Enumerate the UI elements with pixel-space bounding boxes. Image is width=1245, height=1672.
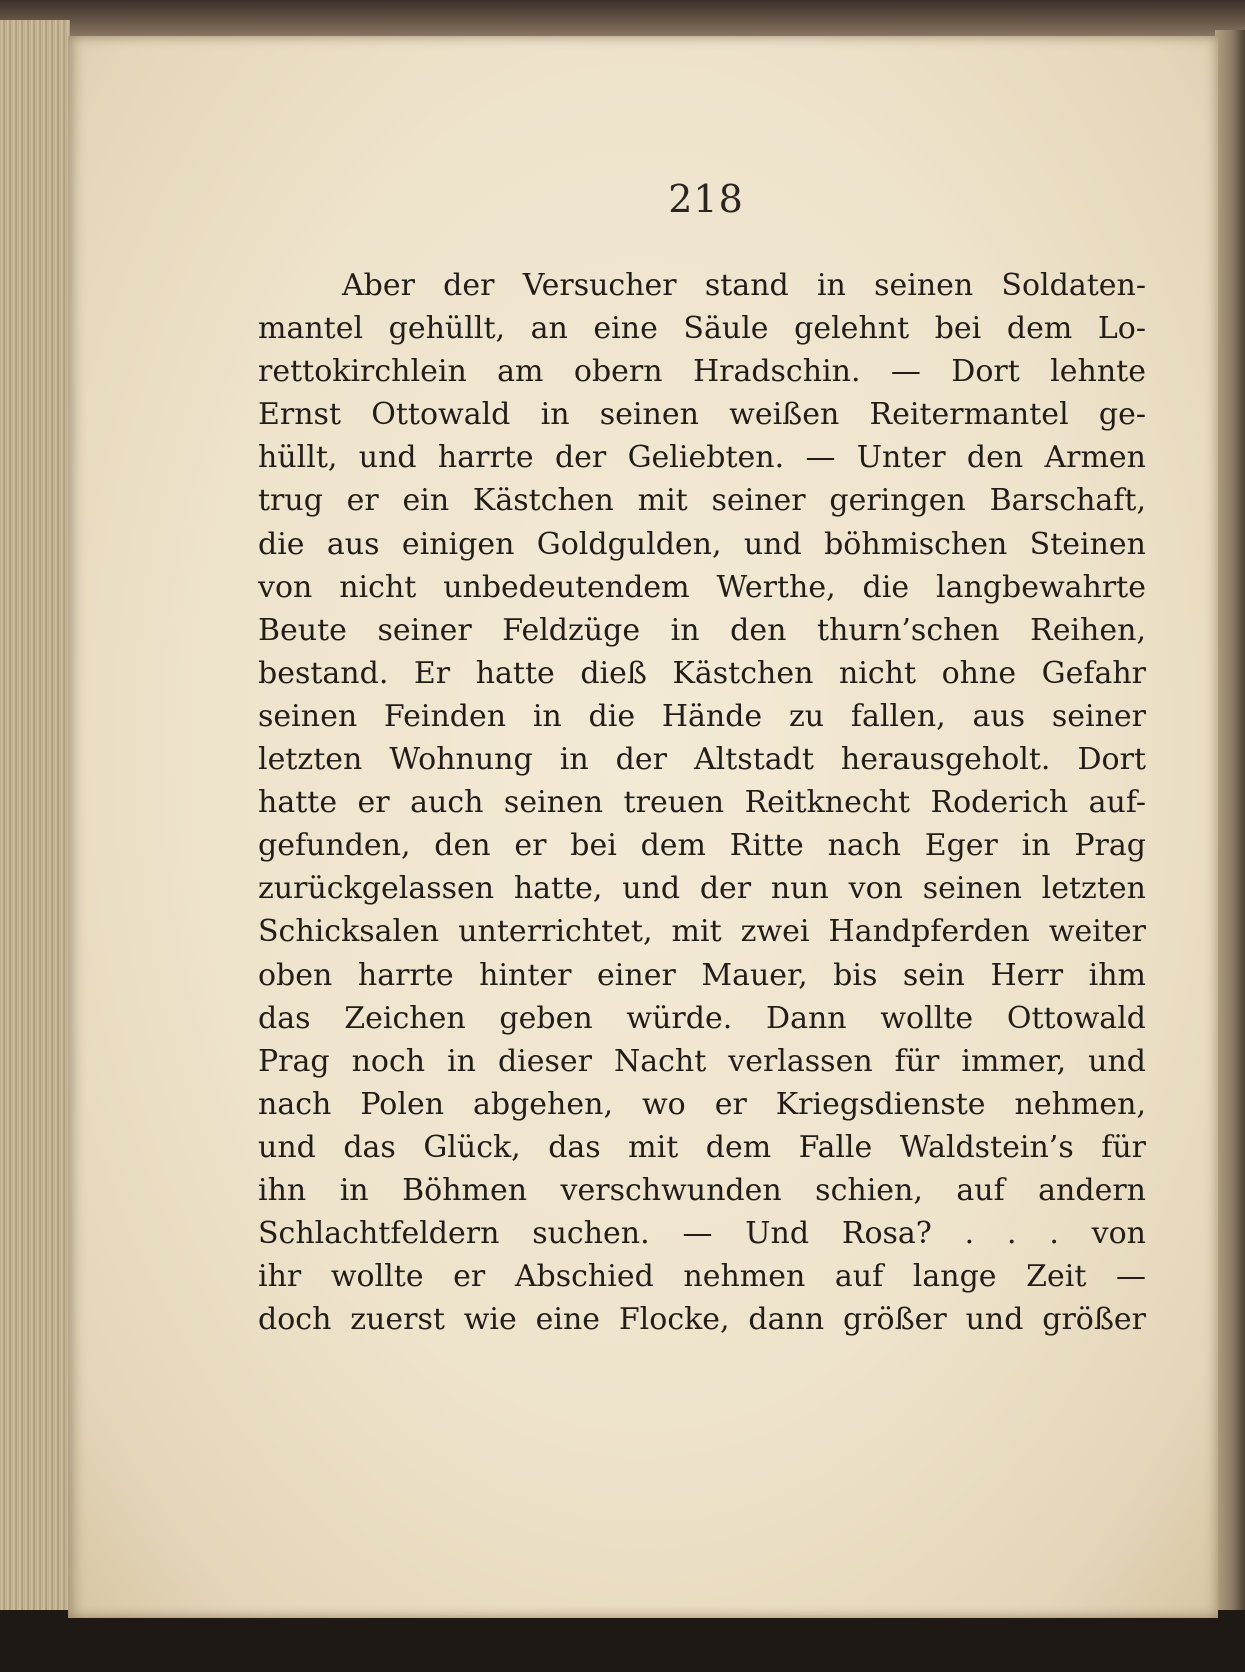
text-line: Beute seiner Feldzüge in den thurn’schen Reihen, [258, 612, 1146, 648]
text-line: bestand. Er hatte dieß Kästchen nicht ohne Gefahr [258, 655, 1146, 691]
text-line: und das Glück, das mit dem Falle Waldstein’s für [258, 1129, 1146, 1165]
text-line: trug er ein Kästchen mit seiner geringen Barschaft, [258, 483, 1146, 519]
text-line: Ernst Ottowald in seinen weißen Reitermantel ge- [258, 397, 1146, 433]
text-line: hüllt, und harrte der Geliebten. — Unter den Armen [258, 440, 1146, 476]
text-line: Prag noch in dieser Nacht verlassen für immer, und [258, 1043, 1146, 1079]
text-line: Schlachtfeldern suchen. — Und Rosa? . . . von [258, 1216, 1146, 1252]
page-number: 218 [668, 177, 744, 221]
text-line: ihn in Böhmen verschwunden schien, auf andern [258, 1172, 1146, 1208]
text-line: zurückgelassen hatte, und der nun von seinen letzten [258, 871, 1146, 907]
text-line: Aber der Versucher stand in seinen Soldaten- [342, 268, 1146, 303]
book-top-edge [0, 0, 1245, 40]
text-line: Schicksalen unterrichtet, mit zwei Handpferden weiter [258, 914, 1146, 950]
text-line: letzten Wohnung in der Altstadt herausgeholt. Dort [258, 742, 1146, 778]
text-line: mantel gehüllt, an eine Säule gelehnt bei dem Lo- [258, 311, 1146, 347]
text-line: von nicht unbedeutendem Werthe, die langbewahrte [258, 569, 1146, 605]
page-stack-left-edge [0, 20, 70, 1630]
text-line: nach Polen abgehen, wo er Kriegsdienste nehmen, [258, 1086, 1146, 1122]
text-line: gefunden, den er bei dem Ritte nach Eger in Prag [258, 828, 1146, 864]
text-line: die aus einigen Goldgulden, und böhmischen Steinen [258, 526, 1146, 562]
body-text [258, 264, 1146, 1341]
text-line: seinen Feinden in die Hände zu fallen, aus seiner [258, 698, 1146, 734]
book-bottom-edge [0, 1610, 1245, 1672]
text-line: das Zeichen geben würde. Dann wollte Ottowald [258, 1000, 1146, 1036]
text-line: rettokirchlein am obern Hradschin. — Dort lehnte [258, 354, 1146, 390]
text-line: ihr wollte er Abschied nehmen auf lange Zeit — [258, 1259, 1146, 1295]
text-line: oben harrte hinter einer Mauer, bis sein Herr ihm [258, 957, 1146, 993]
text-line: hatte er auch seinen treuen Reitknecht Roderich auf- [258, 785, 1146, 821]
text-line: doch zuerst wie eine Flocke, dann größer und größer [258, 1302, 1146, 1338]
page-stack-right-edge [1215, 30, 1245, 1620]
